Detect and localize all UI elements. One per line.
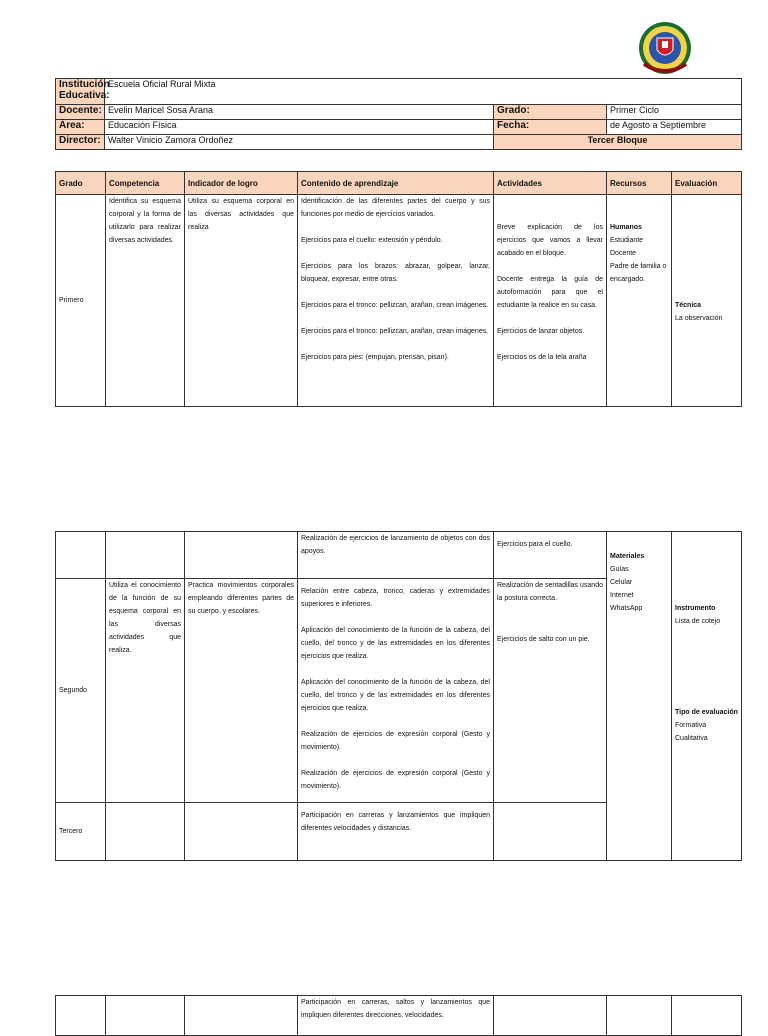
recurso-item: Guías — [610, 566, 629, 573]
tipo-title: Tipo de evaluación — [675, 709, 738, 716]
contenido-item: Ejercicios para los brazos: abrazar, golpear, lanzar, bloquear, expresar, entre otras. — [301, 263, 490, 283]
contenido-item: Realización de ejercicios de expresión corporal (Gesto y movimiento). — [301, 731, 490, 751]
contenido-item: Relación entre cabeza, tronco, caderas y extremidades superiores e inferiores. — [301, 588, 490, 608]
actividad-item: Ejercicios os de la tela araña — [497, 354, 587, 361]
director-label: Director: — [56, 135, 105, 150]
contenido-item: Participación en carreras y lanzamientos que impliquen diferentes velocidades y distancias. — [301, 812, 490, 832]
grade-cell — [56, 996, 106, 1036]
indicador-cell: Utiliza su esquema corporal en las diversas actividades que realiza — [185, 195, 298, 407]
header-table — [55, 78, 742, 150]
grade-cell: Tercero — [56, 803, 106, 861]
contenido-item: Aplicación del conocimiento de la función de la cabeza, del cuello, del tronco y de las extremidades en los diferentes ejercicios que realiza. — [301, 627, 490, 660]
contenido-cell — [298, 803, 494, 861]
recursos-title: Materiales — [610, 553, 645, 560]
evaluacion-cell — [672, 195, 742, 407]
recursos-cell — [607, 532, 672, 861]
grade-label: Grado: — [494, 105, 607, 120]
col-header-evaluacion: Evaluación — [672, 172, 742, 195]
col-header-contenido: Contenido de aprendizaje — [298, 172, 494, 195]
contenido-cell — [298, 195, 494, 407]
date-value: de Agosto a Septiembre — [607, 120, 742, 135]
recursos-cell — [607, 195, 672, 407]
contenido-item: Ejercicios para el cuello: extensión y péndulo. — [301, 237, 443, 244]
actividades-cell — [494, 195, 607, 407]
table-row — [56, 195, 742, 407]
date-label: Fecha: — [494, 120, 607, 135]
actividades-cell — [494, 803, 607, 861]
contenido-cell: Realización de ejercicios de lanzamiento de objetos con dos apoyos. — [298, 532, 494, 579]
planning-table-3 — [55, 995, 742, 1036]
contenido-item: Ejercicios para el tronco: pellizcan, arañan, crean imágenes. — [301, 328, 489, 335]
evaluacion-cell — [672, 532, 742, 861]
instrumento-title: Instrumento — [675, 605, 716, 612]
recurso-item: Internet — [610, 592, 634, 599]
tipo-item: Formativa — [675, 722, 707, 729]
institution-label: Institución Educativa: — [56, 79, 105, 105]
contenido-item: Aplicación del conocimiento de la función de la cabeza, del cuello, del tronco y de las extremidades en los diferentes ejercicios que realiza. — [301, 679, 490, 712]
indicador-cell — [185, 803, 298, 861]
recurso-item: Estudiante — [610, 237, 644, 244]
indicador-cell — [185, 532, 298, 579]
institution-value: Escuela Oficial Rural Mixta — [105, 79, 742, 105]
col-header-grado: Grado — [56, 172, 106, 195]
teacher-label: Docente: — [56, 105, 105, 120]
actividades-cell — [494, 532, 607, 579]
contenido-item: Realización de ejercicios de expresión corporal (Gesto y movimiento). — [301, 770, 490, 790]
indicador-cell — [185, 996, 298, 1036]
recursos-cell — [607, 996, 672, 1036]
actividad-item: Ejercicios para el cuello. — [497, 541, 573, 548]
contenido-item: Ejercicios para pies: (empujan, prensan, pisan). — [301, 354, 449, 361]
actividad-item: Breve explicación de los ejercicios que vamos a llevar acabado en el bloque. — [497, 224, 603, 257]
area-value: Educación Física — [105, 120, 494, 135]
recurso-item: WhatsApp — [610, 605, 643, 612]
grade-cell: Segundo — [56, 579, 106, 803]
planning-table-1 — [55, 171, 742, 407]
indicador-cell: Practica movimientos corporales empleando diferentes partes de su cuerpo. y escolares. — [185, 579, 298, 803]
school-logo — [636, 20, 694, 76]
table-row — [56, 996, 742, 1036]
director-value: Walter Vinicio Zamora Ordoñez — [105, 135, 494, 150]
actividad-item: Ejercicios de lanzar objetos. — [497, 328, 585, 335]
table-row — [56, 532, 742, 579]
planning-table-2 — [55, 531, 742, 861]
competencia-cell — [106, 996, 185, 1036]
tipo-item: Cualitativa — [675, 735, 708, 742]
grade-cell: Primero — [56, 195, 106, 407]
grade-cell — [56, 532, 106, 579]
col-header-actividades: Actividades — [494, 172, 607, 195]
recurso-item: Docente — [610, 250, 637, 257]
competencia-cell — [106, 532, 185, 579]
tecnica-value: La observación — [675, 315, 723, 322]
competencia-cell — [106, 803, 185, 861]
actividad-item: Ejercicios de salto con un pie. — [497, 636, 590, 643]
actividad-item: Realización de sentadillas usando la postura correcta. — [497, 582, 603, 602]
table-header-row — [56, 172, 742, 195]
actividades-cell — [494, 996, 607, 1036]
actividades-cell — [494, 579, 607, 803]
col-header-recursos: Recursos — [607, 172, 672, 195]
col-header-indicador: Indicador de logro — [185, 172, 298, 195]
recurso-item: Celular — [610, 579, 633, 586]
teacher-value: Evelin Maricel Sosa Arana — [105, 105, 494, 120]
contenido-item: Identificación de las diferentes partes del cuerpo y sus funciones por medio de ejercicios variados. — [301, 198, 490, 218]
contenido-item: Ejercicios para el tronco: pellizcan, arañan, crean imágenes. — [301, 302, 489, 309]
block-label: Tercer Bloque — [494, 135, 742, 150]
instrumento-value: Lista de cotejo — [675, 618, 721, 625]
area-label: Área: — [56, 120, 105, 135]
grade-value: Primer Ciclo — [607, 105, 742, 120]
tecnica-title: Técnica — [675, 302, 702, 309]
recursos-title: Humanos — [610, 224, 642, 231]
competencia-cell: Utiliza el conocimiento de la función de su esquema corporal en las diversas actividades que realiza. — [106, 579, 185, 803]
evaluacion-cell — [672, 996, 742, 1036]
contenido-cell — [298, 579, 494, 803]
recurso-item: Padre de familia o encargado. — [610, 263, 667, 283]
actividad-item: Docente entrega la guía de autoformación para que el estudiante la realice en su casa. — [497, 276, 603, 309]
contenido-cell: Participación en carreras, saltos y lanzamientos que impliquen diferentes direcciones, velocidades, — [298, 996, 494, 1036]
col-header-competencia: Competencia — [106, 172, 185, 195]
competencia-cell: Identifica su esquema corporal y la forma de utilizarlo para realizar diversas actividades. — [106, 195, 185, 407]
